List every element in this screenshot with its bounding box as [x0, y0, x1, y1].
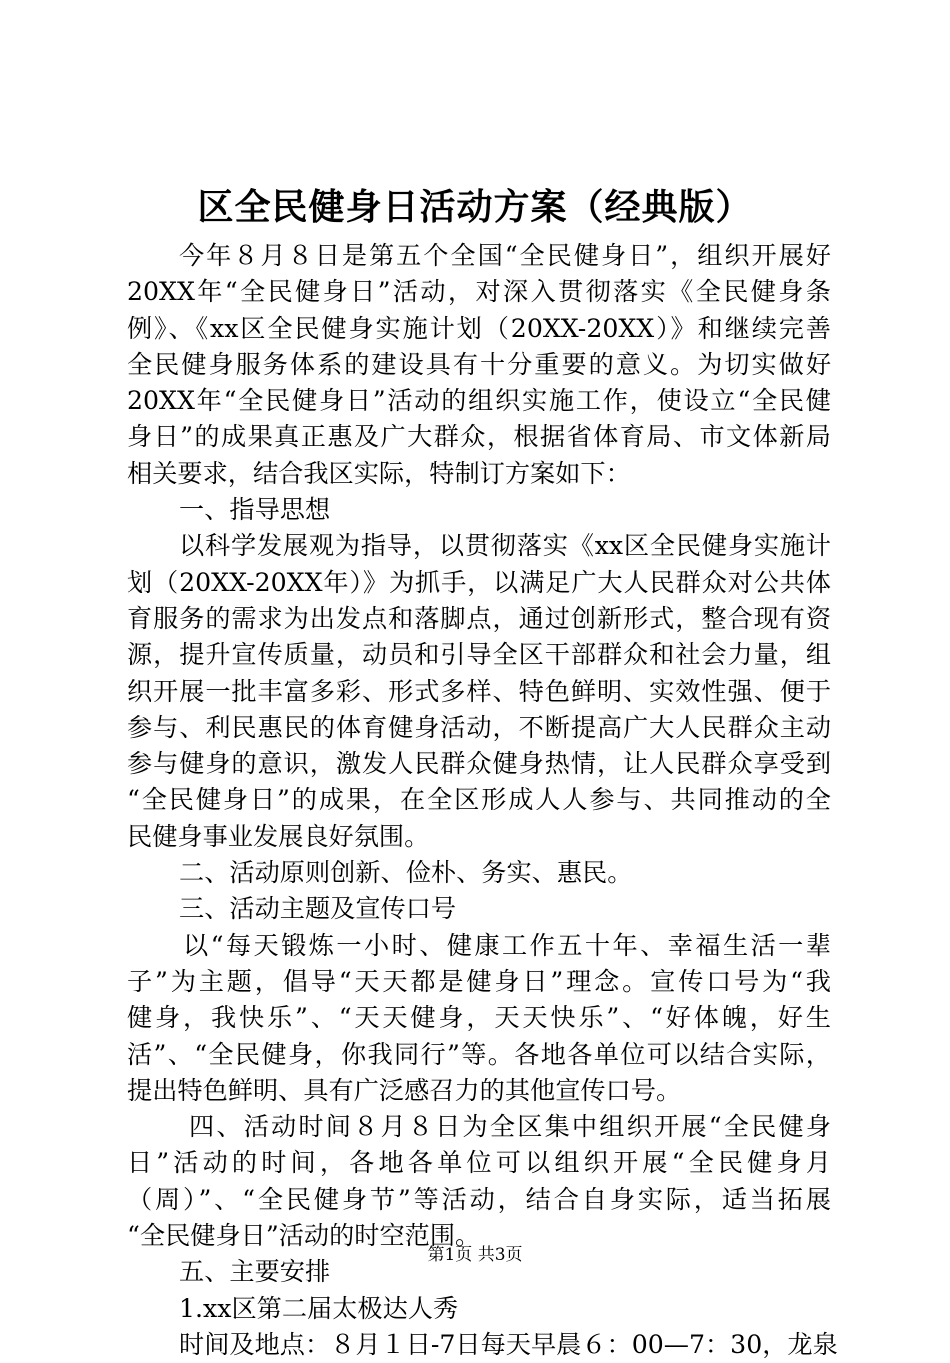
body-line: 例》、《xx区全民健身实施计划（20XX-20XX）》和继续完善 — [127, 313, 831, 343]
body-line: 参与、利民惠民的体育健身活动，不断提高广大人民群众主动 — [127, 712, 831, 742]
body-line: 参与健身的意识，激发人民群众健身热情，让人民群众享受到 — [127, 749, 831, 779]
body-line: 20XX年“全民健身日”活动，对深入贯彻落实《全民健身条 — [127, 277, 831, 307]
body-line: 活”、“全民健身，你我同行”等。各地各单位可以结合实际， — [127, 1039, 831, 1069]
body-line: 20XX年“全民健身日”活动的组织实施工作，使设立“全民健 — [127, 386, 831, 416]
section-heading: 一、指导思想 — [179, 495, 331, 525]
body-line: 身日”的成果真正惠及广大群众，根据省体育局、市文体新局 — [127, 422, 831, 452]
page-footer: 第1页 共3页 — [427, 1245, 523, 1265]
body-line: （周）”、“全民健身节”等活动，结合自身实际，适当拓展 — [127, 1184, 831, 1214]
body-line: 以科学发展观为指导，以贯彻落实《xx区全民健身实施计 — [179, 531, 831, 561]
body-line: 织开展一批丰富多彩、形式多样、特色鲜明、实效性强、便于 — [127, 676, 831, 706]
body-line: 提出特色鲜明、具有广泛感召力的其他宣传口号。 — [127, 1075, 682, 1105]
body-line: 民健身事业发展良好氛围。 — [127, 821, 430, 851]
body-line: 子”为主题，倡导“天天都是健身日”理念。宣传口号为“我 — [127, 966, 831, 996]
body-line: 相关要求，结合我区实际，特制订方案如下： — [127, 458, 631, 488]
body-line: 今年８月８日是第五个全国“全民健身日”，组织开展好 — [179, 241, 831, 270]
body-line: “全民健身日”的成果，在全区形成人人参与、共同推动的全 — [127, 785, 831, 815]
body-line: 全民健身服务体系的建设具有十分重要的意义。为切实做好 — [127, 349, 831, 379]
body-line: 时间及地点：８月１日-7日每天早晨６：00—7：30，龙泉 — [179, 1329, 838, 1359]
section-heading: 三、活动主题及宣传口号 — [179, 894, 457, 924]
body-line: 健身，我快乐”、“天天健身，天天快乐”、“好体魄，好生 — [127, 1003, 831, 1033]
section-heading: 二、活动原则创新、俭朴、务实、惠民。 — [179, 858, 633, 888]
sub-heading: 1.xx区第二届太极达人秀 — [179, 1293, 459, 1323]
body-line: 源，提升宣传质量，动员和引导全区干部群众和社会力量，组 — [127, 640, 831, 670]
body-line: 以“每天锻炼一小时、健康工作五十年、幸福生活一辈 — [183, 930, 831, 960]
body-line: 四、活动时间８月８日为全区集中组织开展“全民健身 — [189, 1112, 831, 1142]
body-line: “全民健身日”活动的时空范围。 — [127, 1221, 481, 1251]
document-title: 区全民健身日活动方案（经典版） — [197, 187, 753, 228]
body-line: 划（20XX-20XX年）》为抓手，以满足广大人民群众对公共体 — [127, 567, 831, 597]
document-body — [127, 238, 838, 1363]
section-heading: 五、主要安排 — [179, 1257, 331, 1287]
body-line: 育服务的需求为出发点和落脚点，通过创新形式，整合现有资 — [127, 603, 831, 633]
body-line: 日”活动的时间，各地各单位可以组织开展“全民健身月 — [127, 1148, 831, 1178]
